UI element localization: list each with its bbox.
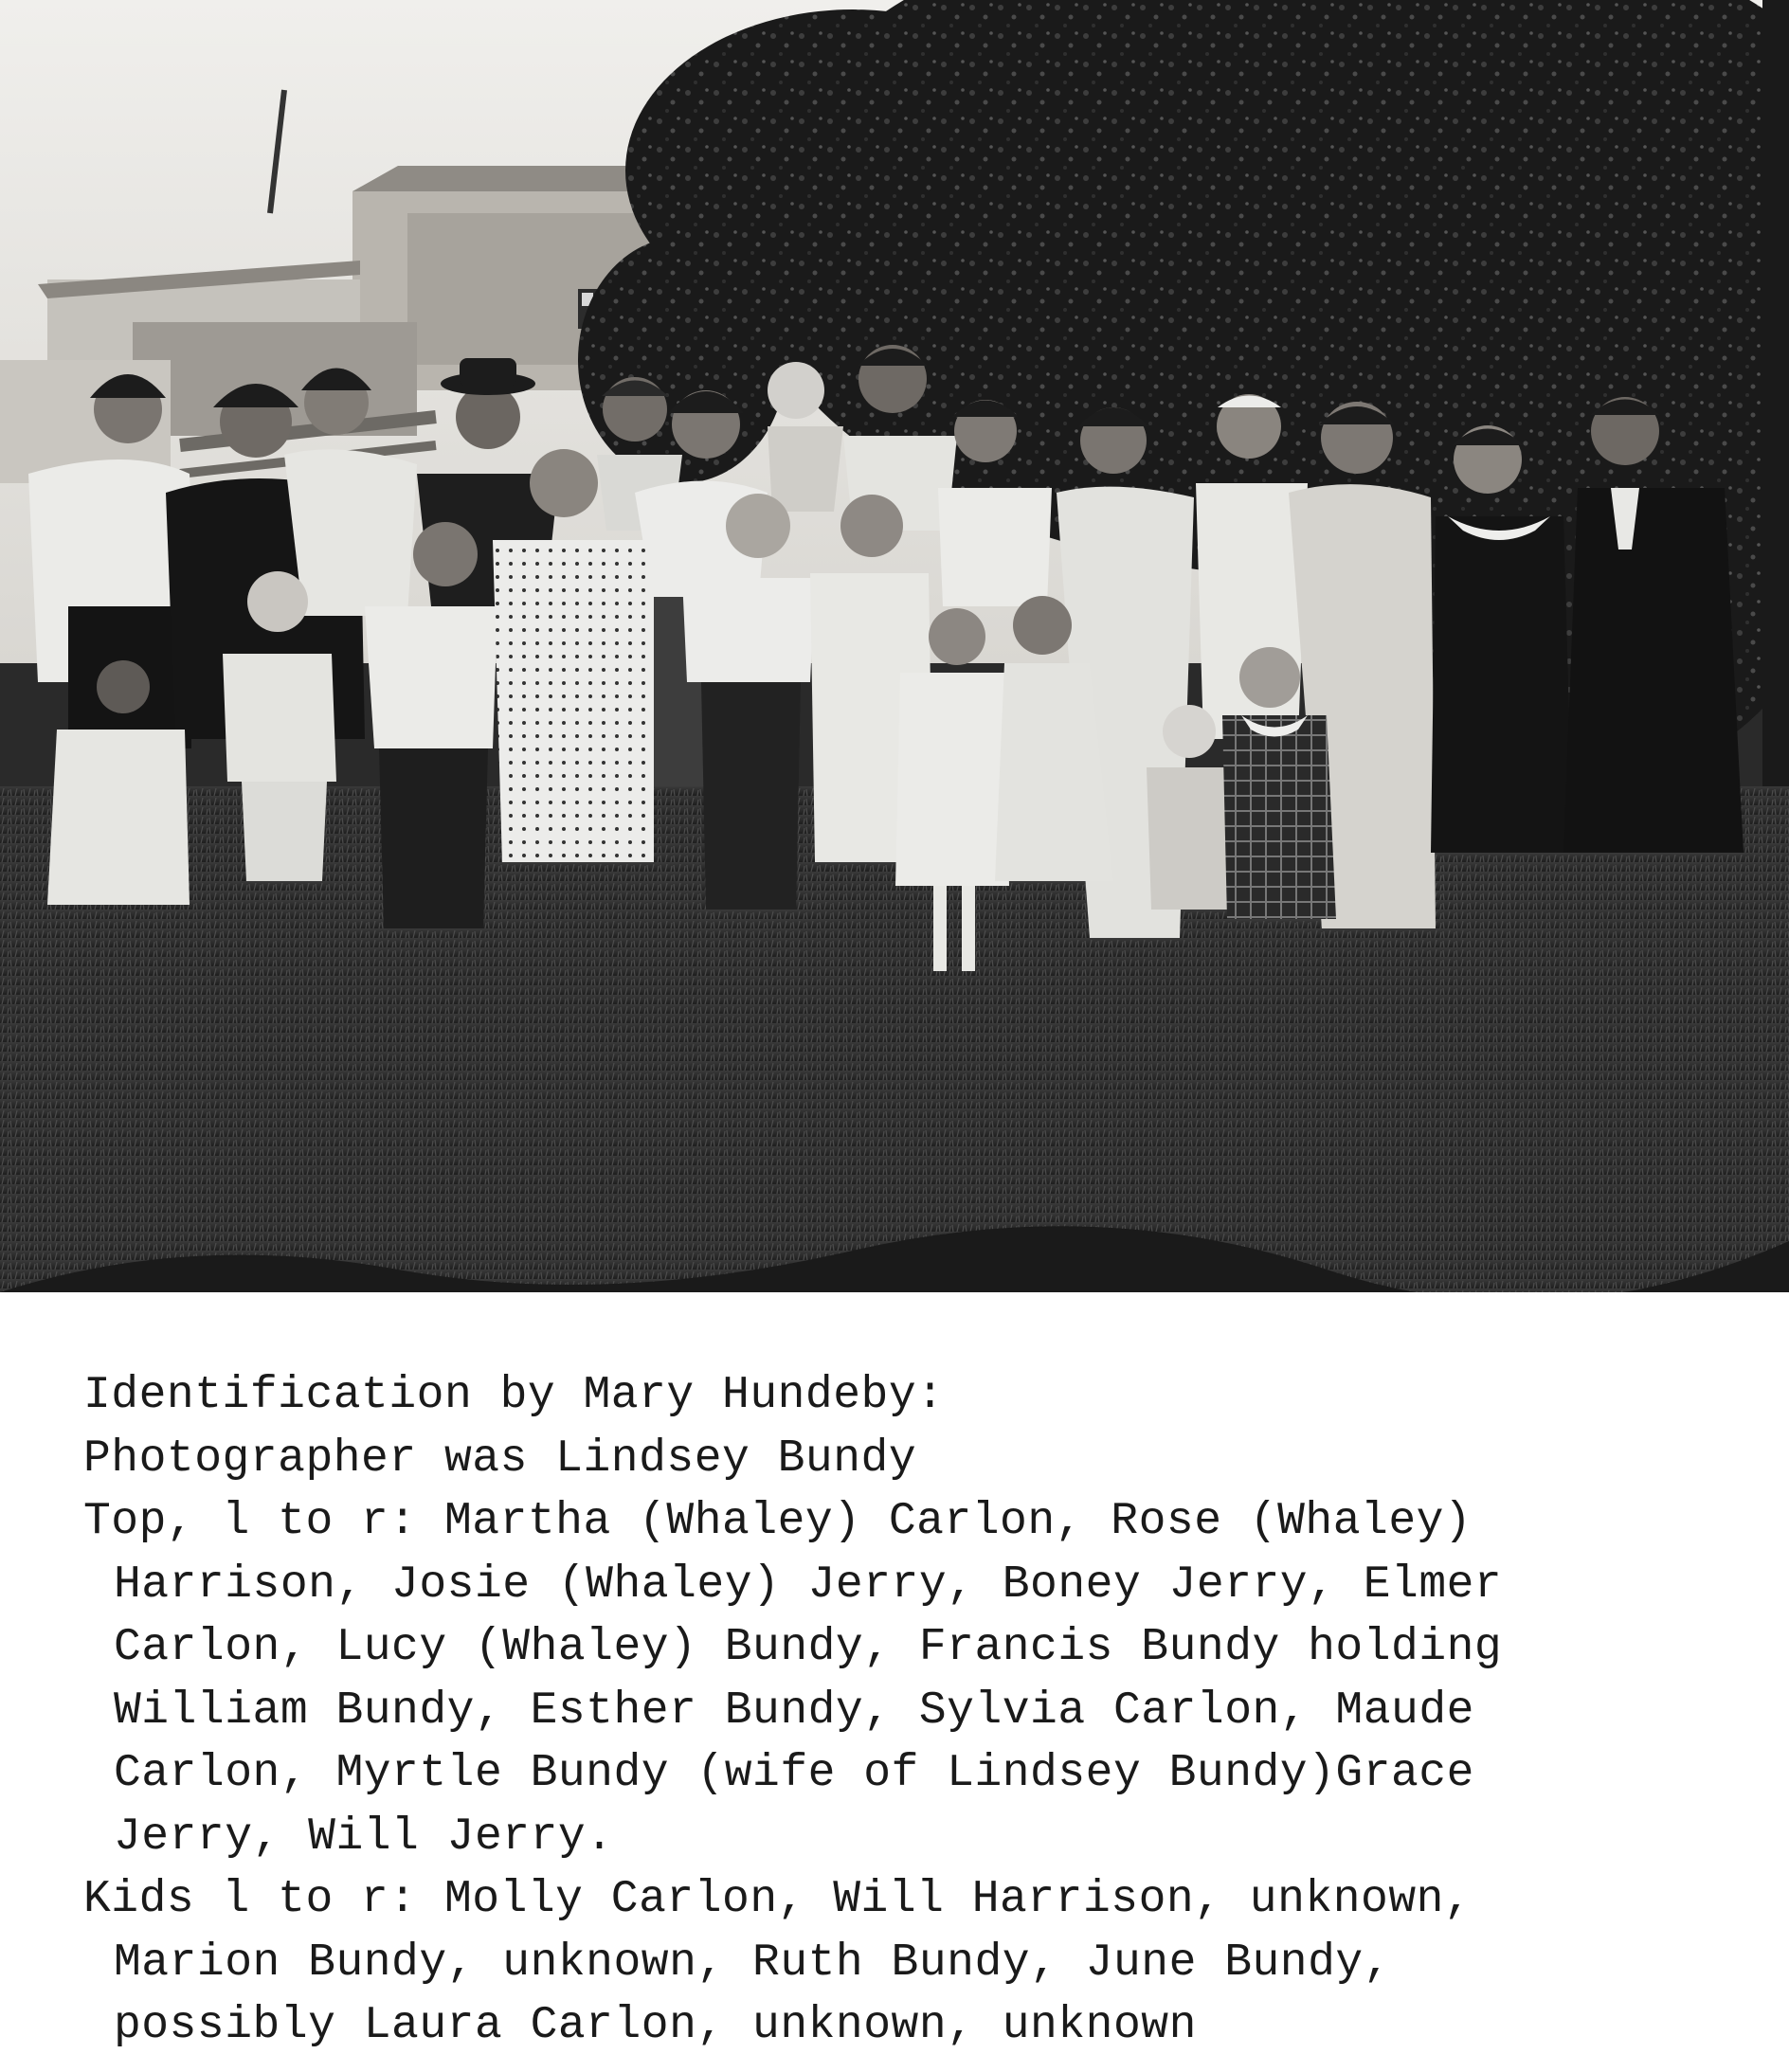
caption-line: Carlon, Myrtle Bundy (wife of Lindsey Bundy)Grace [114, 1748, 1474, 1799]
caption-line: Marion Bundy, unknown, Ruth Bundy, June Bundy, [114, 1937, 1392, 1989]
caption-line: Carlon, Lucy (Whaley) Bundy, Francis Bundy holding [114, 1622, 1503, 1673]
caption-line: Top, l to r: Martha (Whaley) Carlon, Rose (Whaley) [83, 1496, 1473, 1547]
caption-line: William Bundy, Esther Bundy, Sylvia Carlon, Maude [114, 1685, 1474, 1737]
caption-line: Harrison, Josie (Whaley) Jerry, Boney Jerry, Elmer [114, 1559, 1503, 1611]
caption-line: Jerry, Will Jerry. [114, 1811, 614, 1863]
caption-line: possibly Laura Carlon, unknown, unknown [114, 2000, 1197, 2051]
caption-line: Kids l to r: Molly Carlon, Will Harrison, unknown, [83, 1874, 1473, 1925]
photo-caption [83, 1364, 1751, 2058]
caption-line: Photographer was Lindsey Bundy [83, 1432, 917, 1485]
caption-line: Identification by Mary Hundeby: [83, 1370, 945, 1421]
